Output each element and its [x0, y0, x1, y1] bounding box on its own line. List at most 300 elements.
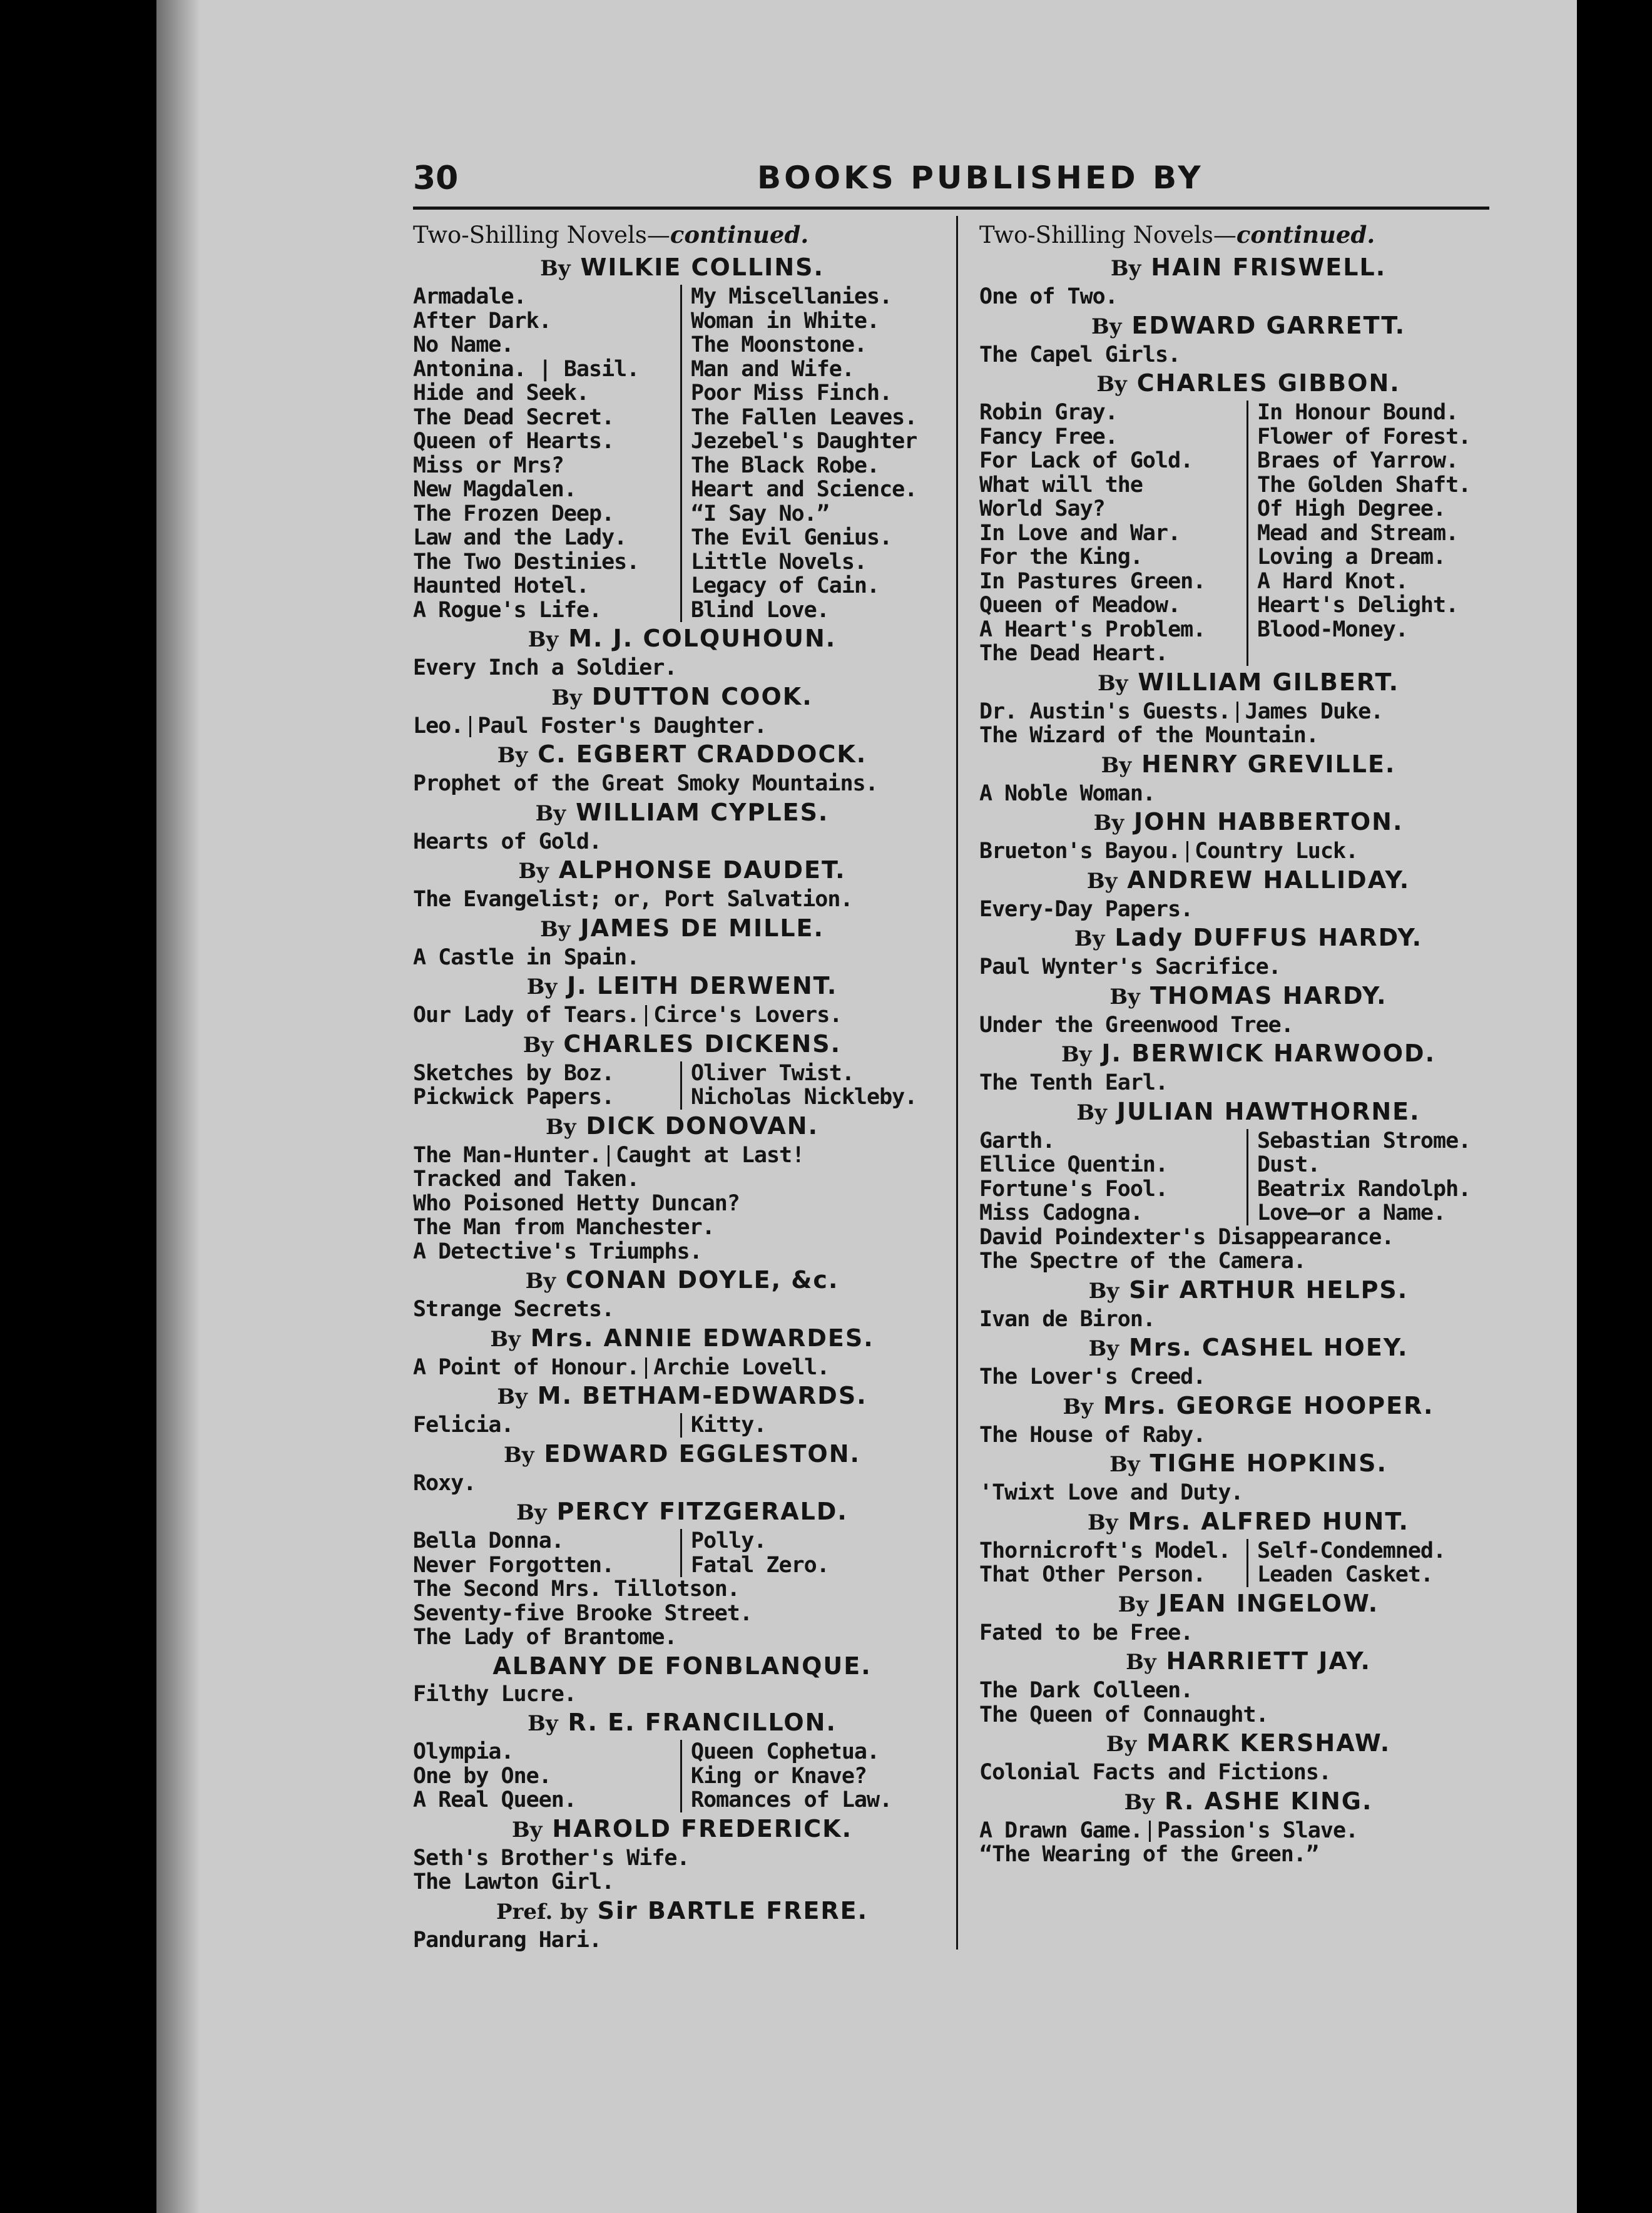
author-name: M. J. COLQUHOUN. — [568, 625, 837, 652]
author-heading — [979, 921, 1517, 955]
author-section — [979, 1274, 1517, 1332]
by-prefix: By — [518, 859, 549, 884]
book-title: The Lady of Brantome. — [413, 1625, 677, 1650]
by-prefix: By — [1109, 1452, 1140, 1477]
author-heading — [413, 1322, 951, 1356]
author-section — [413, 854, 951, 912]
author-heading — [979, 251, 1517, 285]
by-prefix: By — [1091, 314, 1122, 339]
book-title: Filthy Lucre. — [413, 1681, 576, 1707]
book-title: In Love and War. — [979, 520, 1181, 546]
author-section — [413, 1322, 951, 1380]
by-prefix: By — [540, 256, 571, 281]
author-heading — [979, 864, 1517, 897]
author-heading — [413, 1495, 951, 1529]
author-section — [979, 864, 1517, 922]
book-title: Every-Day Papers. — [979, 896, 1193, 922]
author-name: TIGHE HOPKINS. — [1150, 1449, 1387, 1477]
book-title: Paul Wynter's Sacrifice. — [979, 954, 1281, 979]
author-name: WILKIE COLLINS. — [580, 253, 824, 281]
book-title: One of Two. — [979, 284, 1118, 309]
by-prefix: By — [1096, 372, 1127, 397]
book-title: The Fallen Leaves. — [691, 404, 917, 430]
book-title: Miss Cadogna. — [979, 1200, 1143, 1225]
book-title: Woman in White. — [691, 308, 880, 334]
book-title: Loving a Dream. — [1257, 544, 1446, 570]
author-name: HARRIETT JAY. — [1166, 1647, 1371, 1675]
book-title: A Drawn Game. — [979, 1817, 1143, 1843]
author-heading — [979, 309, 1517, 343]
author-heading — [979, 1037, 1517, 1071]
author-name: Mrs. ANNIE EDWARDES. — [530, 1324, 874, 1352]
author-section — [979, 748, 1517, 806]
by-prefix: By — [1088, 1278, 1119, 1304]
book-title: Leaden Casket. — [1257, 1562, 1434, 1587]
book-title: Circe's Lovers. — [653, 1003, 842, 1028]
book-title: Miss or Mrs? — [413, 452, 564, 478]
title-grid-col — [979, 1539, 1248, 1587]
by-prefix: By — [551, 685, 582, 710]
author-heading — [979, 1274, 1517, 1307]
book-title: Mead and Stream. — [1257, 520, 1459, 546]
author-heading — [979, 1447, 1517, 1481]
title-grid — [413, 1413, 951, 1438]
author-name: Mrs. ALFRED HUNT. — [1128, 1507, 1409, 1535]
title-grid-col — [1248, 401, 1517, 666]
right-column — [979, 219, 1517, 1965]
author-section — [413, 1264, 951, 1322]
book-title: The Lawton Girl. — [413, 1869, 614, 1894]
by-prefix: By — [1109, 984, 1140, 1009]
author-section — [979, 805, 1517, 864]
by-prefix: By — [511, 1817, 543, 1842]
by-prefix: By — [528, 1711, 558, 1736]
author-section — [979, 1331, 1517, 1389]
author-heading — [979, 367, 1517, 401]
book-title: David Poindexter's Disappearance. — [979, 1224, 1394, 1250]
title-separator — [469, 716, 471, 737]
book-title: Hearts of Gold. — [413, 829, 602, 854]
book-title: The Frozen Deep. — [413, 501, 614, 526]
author-name: Sir ARTHUR HELPS. — [1129, 1275, 1409, 1304]
book-title: A Heart's Problem. — [979, 616, 1206, 642]
title-grid — [979, 401, 1517, 666]
book-title: Garth. — [979, 1128, 1055, 1153]
book-title: The Wizard of the Mountain. — [979, 723, 1318, 748]
author-section — [979, 309, 1517, 367]
author-heading — [413, 622, 951, 656]
author-section — [413, 796, 951, 854]
author-section — [413, 969, 951, 1028]
book-title: Olympia. — [413, 1739, 514, 1764]
by-prefix: By — [1106, 1732, 1137, 1757]
by-prefix: By — [525, 1269, 556, 1294]
author-section — [413, 680, 951, 739]
author-heading — [413, 1028, 951, 1061]
title-pair — [979, 839, 1517, 864]
book-title: Roxy. — [413, 1470, 476, 1496]
title-grid-col — [1248, 1539, 1517, 1587]
by-prefix: By — [497, 1384, 528, 1409]
author-name: WILLIAM GILBERT. — [1138, 668, 1400, 696]
author-section — [413, 1379, 951, 1438]
author-heading — [979, 666, 1517, 700]
book-title: Leo. — [413, 713, 464, 739]
author-heading — [979, 1389, 1517, 1423]
author-section — [413, 622, 951, 680]
book-title: In Pastures Green. — [979, 568, 1206, 594]
book-title: The Man from Manchester. — [413, 1215, 715, 1240]
author-name: J. BERWICK HARWOOD. — [1101, 1040, 1435, 1067]
title-separator — [608, 1145, 609, 1167]
book-title: The Black Robe. — [691, 452, 880, 478]
author-name: J. LEITH DERWENT. — [567, 972, 838, 999]
title-grid-col — [1248, 1129, 1517, 1225]
by-prefix: By — [528, 627, 559, 652]
author-heading — [979, 979, 1517, 1013]
book-title: A Detective's Triumphs. — [413, 1239, 702, 1264]
book-title: Colonial Facts and Fictions. — [979, 1760, 1332, 1785]
author-section — [413, 1894, 951, 1953]
author-section — [413, 1438, 951, 1496]
by-prefix: By — [1118, 1592, 1149, 1617]
author-section — [979, 1037, 1517, 1095]
author-section — [979, 1447, 1517, 1505]
author-heading — [413, 1894, 951, 1928]
title-grid-col — [413, 1529, 682, 1577]
title-pair — [413, 1003, 951, 1028]
book-title: Armadale. — [413, 284, 526, 309]
book-title: World Say? — [979, 496, 1105, 521]
title-grid-col — [682, 285, 951, 622]
book-title: Blind Love. — [691, 597, 829, 623]
book-title: Hide and Seek. — [413, 381, 589, 406]
author-heading — [413, 1438, 951, 1471]
author-section — [413, 912, 951, 970]
author-section — [979, 979, 1517, 1038]
author-name: R. ASHE KING. — [1165, 1787, 1373, 1815]
book-title: Fortune's Fool. — [979, 1176, 1168, 1202]
author-section — [979, 1505, 1517, 1587]
author-section — [413, 1495, 951, 1650]
title-pair — [413, 1356, 951, 1380]
author-section — [979, 367, 1517, 666]
by-prefix: By — [526, 974, 558, 999]
book-title: Sebastian Strome. — [1257, 1128, 1471, 1153]
title-grid-col — [413, 1740, 682, 1812]
author-name: JAMES DE MILLE. — [580, 914, 824, 942]
book-title: Kitty. — [691, 1413, 767, 1438]
book-title: The Man-Hunter. — [413, 1142, 602, 1168]
by-prefix: By — [1076, 1100, 1107, 1125]
title-separator — [645, 1357, 647, 1379]
author-heading — [413, 969, 951, 1003]
book-title: “I Say No.” — [691, 501, 829, 526]
left-column — [413, 219, 951, 1965]
title-grid-col — [979, 1129, 1248, 1225]
title-grid-col — [413, 1061, 682, 1110]
author-heading — [413, 1379, 951, 1413]
by-prefix: By — [1101, 752, 1132, 778]
book-title: Our Lady of Tears. — [413, 1003, 640, 1028]
author-heading — [413, 854, 951, 887]
column-divider — [956, 216, 958, 1950]
book-title: Fatal Zero. — [691, 1552, 829, 1578]
book-title: Haunted Hotel. — [413, 573, 589, 598]
book-title: For Lack of Gold. — [979, 448, 1193, 473]
author-name: Mrs. CASHEL HOEY. — [1129, 1334, 1409, 1361]
page-number: 30 — [413, 160, 459, 197]
book-title: Fancy Free. — [979, 424, 1118, 449]
author-section — [413, 251, 951, 622]
book-title: The House of Raby. — [979, 1422, 1206, 1448]
book-title: Of High Degree. — [1257, 496, 1446, 521]
title-pair — [413, 1143, 951, 1168]
by-prefix: By — [1124, 1789, 1155, 1815]
author-section — [979, 1727, 1517, 1785]
author-heading — [413, 796, 951, 830]
author-section — [979, 921, 1517, 979]
book-title: A Point of Honour. — [413, 1354, 640, 1380]
header-rule — [413, 207, 1489, 210]
by-prefix: By — [1088, 1336, 1119, 1361]
author-name: MARK KERSHAW. — [1146, 1729, 1391, 1757]
book-title: Caught at Last! — [616, 1142, 805, 1168]
book-title: King or Knave? — [691, 1763, 867, 1789]
book-title: Queen of Meadow. — [979, 593, 1181, 618]
by-prefix: By — [1061, 1042, 1092, 1067]
book-title: Under the Greenwood Tree. — [979, 1012, 1293, 1038]
title-pair — [979, 1819, 1517, 1843]
author-section — [979, 251, 1517, 309]
author-name: THOMAS HARDY. — [1150, 981, 1387, 1009]
book-title: 'Twixt Love and Duty. — [979, 1480, 1243, 1505]
author-name: Sir BARTLE FRERE. — [597, 1896, 869, 1924]
book-title: Flower of Forest. — [1257, 424, 1471, 449]
book-title: Fated to be Free. — [979, 1620, 1193, 1645]
author-name: ANDREW HALLIDAY. — [1127, 866, 1410, 894]
book-title: Man and Wife. — [691, 356, 854, 382]
continued-heading: Two-Shilling Novels—continued. — [979, 221, 1375, 248]
running-title: BOOKS PUBLISHED BY — [757, 160, 1204, 196]
right-page-edge — [1577, 0, 1652, 2213]
book-title: In Honour Bound. — [1257, 400, 1459, 425]
book-title: No Name. — [413, 332, 514, 357]
book-title: That Other Person. — [979, 1562, 1206, 1587]
book-title: Antonina. | Basil. — [413, 356, 640, 382]
author-heading — [979, 1727, 1517, 1761]
author-section — [413, 1028, 951, 1110]
book-title: Little Novels. — [691, 549, 867, 575]
book-title: Felicia. — [413, 1413, 514, 1438]
book-title: For the King. — [979, 544, 1143, 570]
author-section — [979, 1389, 1517, 1448]
title-separator — [1149, 1821, 1151, 1842]
author-section — [979, 1587, 1517, 1645]
author-section — [979, 1645, 1517, 1727]
book-title: Seventy-five Brooke Street. — [413, 1600, 752, 1626]
author-heading — [979, 1645, 1517, 1679]
by-prefix: By — [1097, 670, 1128, 696]
book-title: Pandurang Hari. — [413, 1927, 602, 1953]
book-title: Love—or a Name. — [1257, 1200, 1446, 1225]
author-heading — [979, 1505, 1517, 1539]
book-title: “The Wearing of the Green.” — [979, 1842, 1318, 1867]
book-title: Heart's Delight. — [1257, 593, 1459, 618]
author-name: DUTTON COOK. — [591, 682, 813, 710]
author-heading — [979, 748, 1517, 782]
title-separator — [1236, 702, 1238, 723]
book-title: Sketches by Boz. — [413, 1060, 614, 1086]
book-title: A Rogue's Life. — [413, 597, 602, 623]
author-name: R. E. FRANCILLON. — [568, 1709, 837, 1736]
author-name: JULIAN HAWTHORNE. — [1116, 1097, 1420, 1125]
book-title: New Magdalen. — [413, 477, 576, 502]
book-title: Beatrix Randolph. — [1257, 1176, 1471, 1202]
author-name: M. BETHAM-EDWARDS. — [537, 1382, 867, 1409]
author-name: JOHN HABBERTON. — [1134, 808, 1404, 836]
by-prefix: By — [516, 1500, 547, 1525]
author-name: CONAN DOYLE, &c. — [566, 1266, 839, 1294]
book-title: James Duke. — [1245, 698, 1384, 724]
book-title: The Dead Secret. — [413, 404, 614, 430]
book-title: The Second Mrs. Tillotson. — [413, 1577, 740, 1602]
book-title: The Tenth Earl. — [979, 1070, 1168, 1095]
by-prefix: By — [535, 800, 566, 826]
by-prefix: By — [1063, 1394, 1093, 1419]
author-heading — [413, 680, 951, 714]
author-section — [979, 666, 1517, 748]
by-prefix: By — [1088, 1510, 1118, 1535]
by-prefix: By — [504, 1442, 534, 1468]
author-heading — [413, 1650, 951, 1682]
author-heading — [979, 1331, 1517, 1365]
book-title: The Evangelist; or, Port Salvation. — [413, 887, 853, 912]
author-name: ALBANY DE FONBLANQUE. — [492, 1652, 872, 1680]
author-name: PERCY FITZGERALD. — [556, 1498, 848, 1525]
book-title: Pickwick Papers. — [413, 1085, 614, 1110]
by-prefix: By — [523, 1032, 554, 1058]
spine-shadow — [156, 0, 200, 2213]
author-name: Lady DUFFUS HARDY. — [1114, 924, 1423, 951]
by-prefix: By — [1086, 868, 1118, 894]
author-name: EDWARD GARRETT. — [1131, 311, 1406, 339]
by-prefix: By — [1126, 1650, 1156, 1675]
book-title: Archie Lovell. — [653, 1354, 830, 1380]
book-title: The Dark Colleen. — [979, 1678, 1193, 1703]
title-grid-col — [682, 1413, 951, 1438]
title-grid-col — [413, 285, 682, 622]
book-title: Blood-Money. — [1257, 616, 1408, 642]
title-grid — [413, 1740, 951, 1812]
author-heading — [413, 251, 951, 285]
book-title: One by One. — [413, 1763, 551, 1789]
author-section — [413, 738, 951, 796]
book-title: The Queen of Connaught. — [979, 1702, 1268, 1727]
author-heading — [413, 912, 951, 946]
author-section — [413, 1706, 951, 1812]
title-grid — [979, 1539, 1517, 1587]
author-name: ALPHONSE DAUDET. — [558, 856, 846, 884]
book-title: Romances of Law. — [691, 1787, 892, 1812]
book-title: Brueton's Bayou. — [979, 839, 1181, 864]
book-title: The Golden Shaft. — [1257, 472, 1471, 498]
book-title: Robin Gray. — [979, 400, 1118, 425]
author-name: HENRY GREVILLE. — [1141, 750, 1396, 778]
book-title: Thornicroft's Model. — [979, 1538, 1231, 1563]
author-section — [413, 1812, 951, 1894]
title-grid-col — [682, 1740, 951, 1812]
book-title: The Moonstone. — [691, 332, 867, 357]
author-section — [979, 1785, 1517, 1867]
book-title: A Hard Knot. — [1257, 568, 1408, 594]
book-title: Ellice Quentin. — [979, 1152, 1168, 1177]
by-prefix: By — [540, 916, 571, 942]
book-title: The Dead Heart. — [979, 641, 1168, 666]
author-heading — [979, 1095, 1517, 1129]
book-title: Dust. — [1257, 1152, 1320, 1177]
book-title: Heart and Science. — [691, 477, 917, 502]
book-title: Who Poisoned Hetty Duncan? — [413, 1190, 740, 1216]
title-grid — [413, 1061, 951, 1110]
book-title: A Castle in Spain. — [413, 944, 640, 970]
title-grid-col — [979, 401, 1248, 666]
author-heading — [413, 738, 951, 772]
book-title: Prophet of the Great Smoky Mountains. — [413, 771, 878, 796]
book-title: Every Inch a Soldier. — [413, 655, 677, 680]
book-title: A Real Queen. — [413, 1787, 576, 1812]
author-name: JEAN INGELOW. — [1158, 1589, 1379, 1617]
book-title: My Miscellanies. — [691, 284, 892, 309]
author-name: C. EGBERT CRADDOCK. — [538, 740, 867, 768]
book-title: Polly. — [691, 1528, 767, 1553]
by-prefix: Pref. by — [496, 1899, 588, 1924]
author-heading — [979, 1785, 1517, 1819]
book-title: Ivan de Biron. — [979, 1306, 1156, 1332]
author-heading — [413, 1264, 951, 1297]
book-title: Poor Miss Finch. — [691, 381, 892, 406]
book-title: The Evil Genius. — [691, 525, 892, 550]
book-title: The Lover's Creed. — [979, 1364, 1206, 1389]
author-heading — [979, 1587, 1517, 1621]
book-title: Passion's Slave. — [1156, 1817, 1359, 1843]
book-title: Nicholas Nickleby. — [691, 1085, 917, 1110]
author-heading — [413, 1812, 951, 1846]
book-title: Queen of Hearts. — [413, 429, 614, 454]
author-section — [413, 1650, 951, 1707]
book-title: After Dark. — [413, 308, 551, 334]
book-title: Law and the Lady. — [413, 525, 627, 550]
author-heading — [979, 805, 1517, 839]
title-grid-col — [413, 1413, 682, 1438]
by-prefix: By — [1093, 810, 1124, 836]
title-grid — [413, 285, 951, 622]
author-name: CHARLES DICKENS. — [563, 1030, 842, 1058]
author-name: EDWARD EGGLESTON. — [544, 1439, 860, 1468]
by-prefix: By — [545, 1114, 576, 1140]
book-title: Bella Donna. — [413, 1528, 564, 1553]
book-title: What will the — [979, 472, 1143, 498]
author-heading — [413, 1110, 951, 1143]
book-title: Self-Condemned. — [1257, 1538, 1446, 1563]
book-title: The Two Destinies. — [413, 549, 640, 575]
author-section — [413, 1110, 951, 1264]
book-title: Never Forgotten. — [413, 1552, 614, 1578]
book-title: The Capel Girls. — [979, 342, 1181, 367]
author-section — [979, 1095, 1517, 1274]
author-name: HAIN FRISWELL. — [1151, 253, 1387, 281]
by-prefix: By — [1110, 256, 1141, 281]
